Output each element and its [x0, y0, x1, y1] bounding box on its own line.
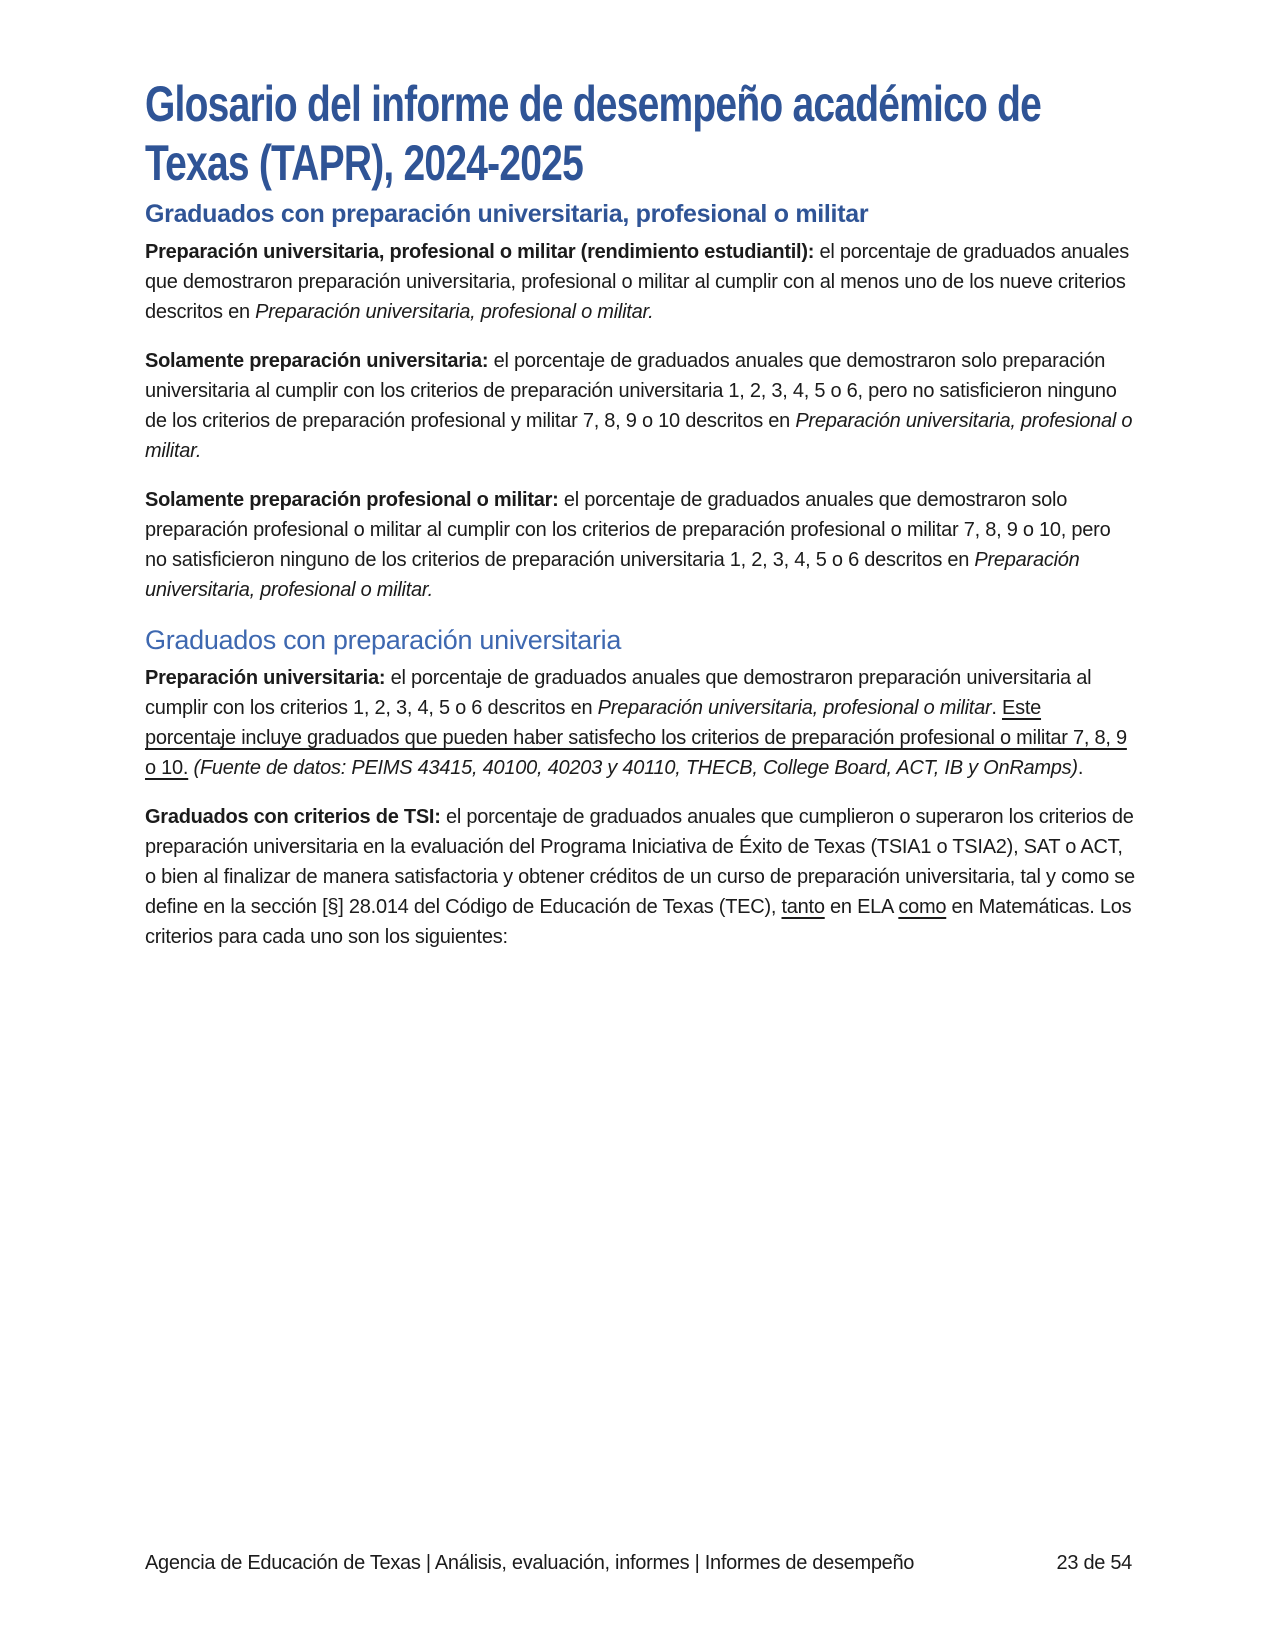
text-run: en Matemáticas. Los criterios para cada uno son los siguientes: — [145, 896, 1132, 948]
document-title — [145, 75, 1042, 193]
text-run: Preparación universitaria, profesional o militar. — [145, 410, 1133, 462]
paragraph-tsi-criteria-graduates — [145, 802, 1137, 952]
text-run: tanto — [781, 896, 825, 918]
page-footer — [145, 1550, 1132, 1576]
footer-page-number: 23 de 54 — [1056, 1552, 1132, 1574]
text-run: el porcentaje de graduados anuales que demostraron preparación universitaria, profesional o militar al cumplir con al menos uno de los nueve criterios descritos en — [145, 241, 1129, 323]
text-run: en ELA — [824, 896, 899, 918]
text-run: el porcentaje de graduados anuales que demostraron solo preparación universitaria al cumplir con los criterios de preparación universitaria 1, 2, 3, 4, 5 o 6, pero no satisficieron ninguno de los criterios de preparación profesional y militar 7, 8, 9 o 10 descritos en — [145, 350, 1117, 432]
text-run: Preparación universitaria, profesional o militar. — [255, 301, 654, 323]
text-run: Graduados con criterios de TSI: — [145, 806, 441, 828]
text-run: como — [898, 896, 947, 918]
paragraph-college-ready-definition — [145, 663, 1137, 783]
text-run: Preparación universitaria: — [145, 667, 386, 689]
section-heading-ccmr-graduates: Graduados con preparación universitaria, profesional o militar — [145, 200, 869, 228]
document-title-line-2: Texas (TAPR), 2024-2025 — [145, 135, 584, 191]
text-run: (Fuente de datos: PEIMS 43415, 40100, 40203 y 40110, THECB, College Board, ACT, IB y OnRamps) — [193, 757, 1078, 779]
document-title-line-1: Glosario del informe de desempeño académico de — [145, 76, 1042, 132]
text-run: Solamente preparación universitaria: — [145, 350, 489, 372]
paragraph-college-ready-only — [145, 346, 1137, 466]
text-run: Preparación universitaria, profesional o militar (rendimiento estudiantil): — [145, 241, 815, 263]
section-heading-college-ready-graduates: Graduados con preparación universitaria — [145, 625, 622, 655]
paragraph-career-military-ready-only — [145, 485, 1137, 605]
text-run: . — [991, 697, 1002, 719]
text-run: . — [1077, 757, 1084, 779]
text-run: Solamente preparación profesional o militar: — [145, 489, 559, 511]
text-run: Preparación universitaria, profesional o militar — [597, 697, 992, 719]
text-run: el porcentaje de graduados anuales que cumplieron o superaron los criterios de preparación universitaria en la evaluación del Programa Iniciativa de Éxito de Texas (TSIA1 o TSIA2), SAT o ACT, o bien al finalizar de manera satisfactoria y obtener créditos de un curso de preparación universitaria, tal y como se define en la sección [§] 28.014 del Código de Educación de Texas (TEC), — [145, 806, 1135, 918]
text-run: el porcentaje de graduados anuales que demostraron preparación universitaria al cumplir con los criterios 1, 2, 3, 4, 5 o 6 descritos en — [145, 667, 1092, 719]
text-run: Preparación universitaria, profesional o militar. — [145, 549, 1080, 601]
text-run: el porcentaje de graduados anuales que demostraron solo preparación profesional o militar al cumplir con los criterios de preparación profesional o militar 7, 8, 9 o 10, pero no satisficieron ninguno de los criterios de preparación universitaria 1, 2, 3, 4, 5 o 6 descritos en — [145, 489, 1111, 571]
paragraph-ccmr-student-achievement — [145, 237, 1137, 327]
footer-agency-breadcrumb: Agencia de Educación de Texas | Análisis, evaluación, informes | Informes de desempeño — [145, 1552, 915, 1574]
text-run: Este porcentaje incluye graduados que pueden haber satisfecho los criterios de preparación profesional o militar 7, 8, 9 o 10. — [145, 697, 1127, 779]
document-content — [145, 75, 1137, 971]
